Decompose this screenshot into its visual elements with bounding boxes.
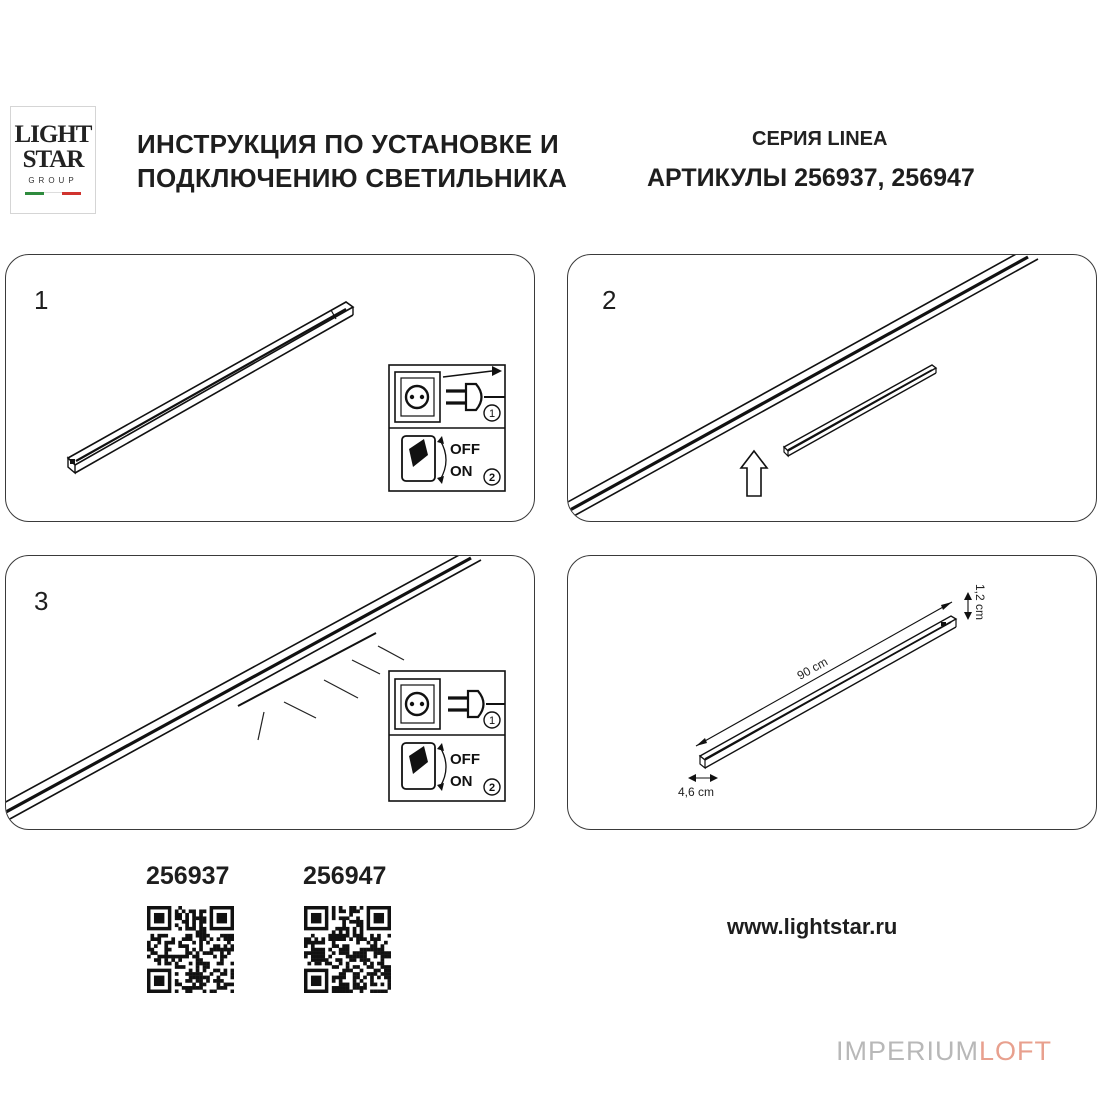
switch-off-label: OFF xyxy=(450,441,480,458)
logo-line2: STAR xyxy=(22,146,84,173)
power-instruction-box xyxy=(6,255,534,521)
badge-1: 1 xyxy=(488,715,496,727)
height-dimension: 1,2 cm xyxy=(973,584,987,621)
badge-1: 1 xyxy=(488,408,496,420)
brand-logo xyxy=(10,106,96,214)
website-link[interactable]: www.lightstar.ru xyxy=(727,914,898,939)
articles-label: АРТИКУЛЫ 256937, 256947 xyxy=(647,164,975,192)
step-1-panel xyxy=(5,254,535,522)
step-3-panel xyxy=(5,555,535,830)
power-instruction-box xyxy=(6,556,534,829)
badge-2: 2 xyxy=(488,782,496,794)
mounting-illustration xyxy=(568,255,1096,521)
dimensions-illustration xyxy=(568,556,1096,829)
italian-flag-stripe xyxy=(25,192,81,195)
switch-on-label: ON xyxy=(450,463,473,480)
document-title-line1: ИНСТРУКЦИЯ ПО УСТАНОВКЕ И xyxy=(137,129,559,159)
switch-on-label: ON xyxy=(450,773,473,790)
step-number: 1 xyxy=(34,285,49,315)
badge-2: 2 xyxy=(488,472,496,484)
qr-code-icon xyxy=(304,906,391,993)
watermark-part1: IMPERIUM xyxy=(836,1036,979,1066)
watermark-part2: LOFT xyxy=(979,1036,1053,1066)
logo-line3: GROUP xyxy=(28,176,78,185)
switch-off-label: OFF xyxy=(450,751,480,768)
series-label: СЕРИЯ LINEA xyxy=(752,128,888,150)
qr-code-icon xyxy=(147,906,234,993)
product-code: 256947 xyxy=(303,862,387,890)
step-number: 2 xyxy=(602,285,617,315)
length-dimension: 90 cm xyxy=(794,654,831,683)
logo-line1: LIGHT xyxy=(14,121,92,148)
width-dimension: 4,6 cm xyxy=(678,785,715,799)
product-code: 256937 xyxy=(146,862,230,890)
step-2-panel xyxy=(567,254,1097,522)
dimensions-panel xyxy=(567,555,1097,830)
step-number: 3 xyxy=(34,586,49,616)
watermark xyxy=(836,1036,1052,1067)
document-title-line2: ПОДКЛЮЧЕНИЮ СВЕТИЛЬНИКА xyxy=(137,163,568,193)
